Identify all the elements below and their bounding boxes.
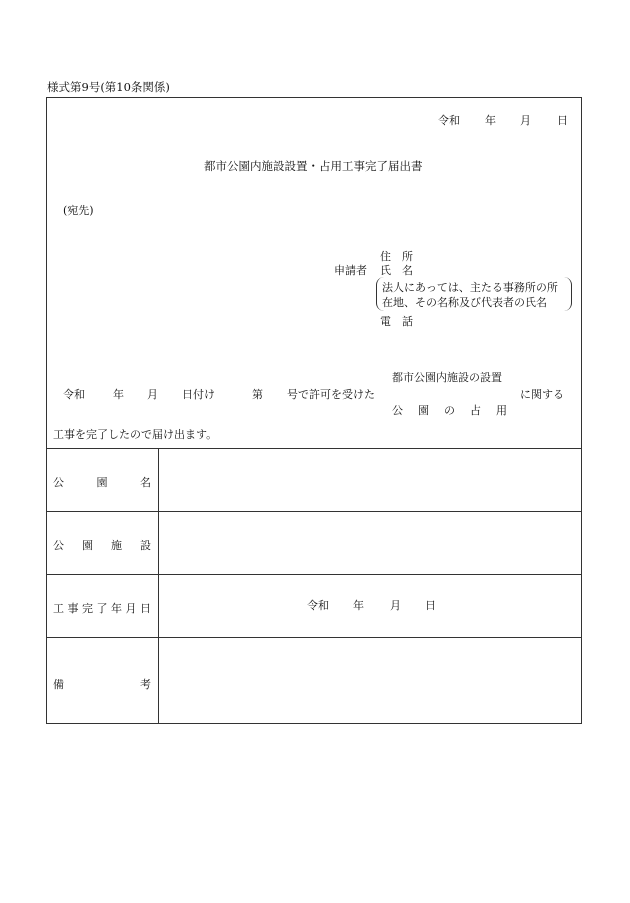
- completion-date-era: 令和: [307, 599, 329, 612]
- row-label-completion-date: [53, 600, 151, 616]
- statement-era: 令和: [63, 388, 85, 401]
- statement-closing: 工事を完了したので届け出ます。: [53, 428, 218, 441]
- date-era: 令和: [438, 114, 460, 127]
- label-char: 備: [53, 678, 64, 691]
- label-char: 月: [125, 602, 137, 615]
- statement-number-suffix: 号で許可を受けた: [287, 388, 375, 401]
- option-char: の: [444, 404, 455, 417]
- date-year: 年: [485, 114, 496, 127]
- row-label-remarks: [53, 676, 151, 692]
- label-char: 名: [140, 476, 151, 489]
- label-char: 了: [96, 602, 108, 615]
- statement-year: 年: [113, 388, 124, 401]
- label-char: 公: [53, 476, 64, 489]
- label-char: 公: [53, 539, 64, 552]
- row-divider: [47, 637, 581, 638]
- date-day: 日: [557, 114, 568, 127]
- label-char: 日: [140, 602, 151, 615]
- label-char: 完: [82, 602, 93, 615]
- name-label: 氏 名: [380, 264, 413, 277]
- label-char: 設: [140, 539, 151, 552]
- label-column-divider: [158, 448, 159, 723]
- row-divider: [47, 511, 581, 512]
- row-divider: [47, 448, 581, 449]
- applicant-role-label: 申請者: [334, 264, 367, 277]
- phone-label: 電 話: [380, 315, 413, 328]
- statement-day-suffix: 日付け: [182, 388, 215, 401]
- row-label-park-facility: [53, 537, 151, 553]
- label-char: 年: [111, 602, 122, 615]
- option-char: 用: [496, 404, 507, 417]
- option-char: 占: [470, 404, 481, 417]
- option-char: 園: [418, 404, 429, 417]
- row-label-park-name: [53, 474, 151, 490]
- completion-date-day: 日: [425, 599, 436, 612]
- date-month: 月: [520, 114, 531, 127]
- label-char: 工: [53, 602, 64, 615]
- form-number-label: 様式第9号(第10条関係): [47, 80, 170, 94]
- completion-date-year: 年: [353, 599, 364, 612]
- statement-connector: に関する: [520, 388, 564, 401]
- option-char: 公: [392, 404, 403, 417]
- statement-month: 月: [147, 388, 158, 401]
- document-title: 都市公園内施設設置・占用工事完了届出書: [204, 159, 423, 173]
- label-char: 園: [96, 476, 108, 489]
- corporate-note-line2: 在地、その名称及び代表者の氏名: [382, 296, 547, 309]
- label-char: 考: [140, 678, 151, 691]
- addressee-label: (宛先): [63, 204, 94, 217]
- option-facility-install: 都市公園内施設の設置: [392, 371, 502, 384]
- label-char: 園: [82, 539, 93, 552]
- corporate-note-line1: 法人にあっては、主たる事務所の所: [382, 281, 558, 294]
- completion-date-month: 月: [390, 599, 401, 612]
- option-park-occupancy: [392, 405, 507, 416]
- address-label: 住 所: [380, 250, 413, 263]
- statement-number-prefix: 第: [252, 388, 263, 401]
- label-char: 事: [67, 602, 79, 615]
- row-divider: [47, 574, 581, 575]
- label-char: 施: [111, 539, 122, 552]
